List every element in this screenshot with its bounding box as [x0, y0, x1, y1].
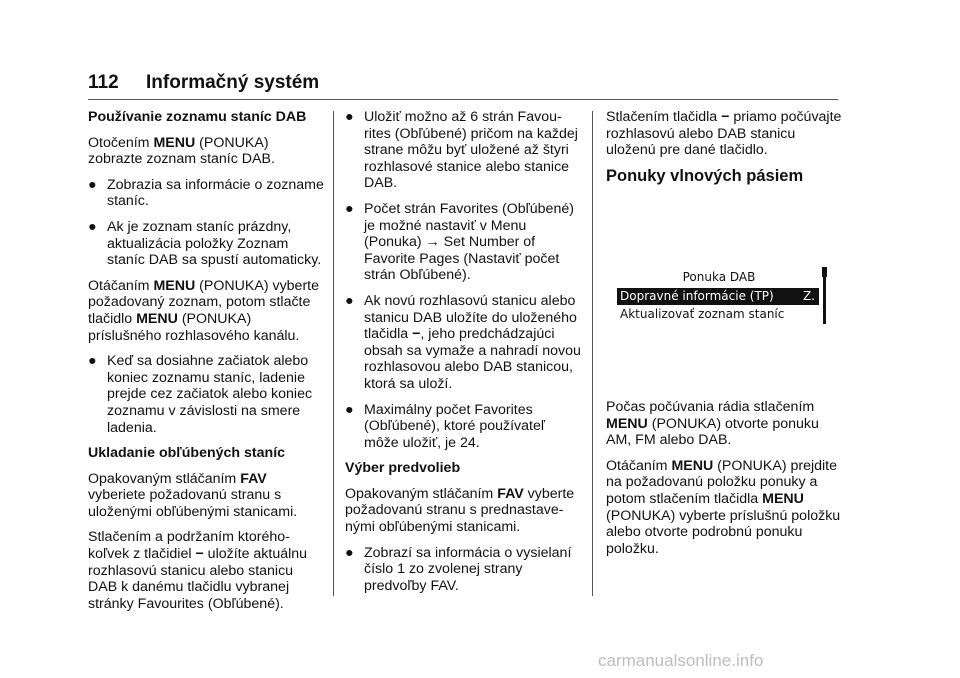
page-header	[88, 72, 838, 102]
bullet-item: ● Zobrazí sa informácia o vysielaní číslo 1 zo zvolenej strany predvoľby FAV.	[345, 544, 572, 594]
paragraph: Otočením MENU (PONUKA) zobrazte zoznam staníc DAB.	[88, 134, 275, 168]
display-selected-item: Dopravné informácie (TP)	[620, 289, 774, 303]
bullet-icon: ●	[345, 200, 354, 217]
section-title-band-menus: Ponuky vlnových pásiem	[606, 166, 804, 185]
column-1	[88, 109, 324, 621]
bullet-item: ● Maximálny počet Favorites (Obľúbené), ktoré používateľ môže uložiť, je 24.	[345, 401, 545, 451]
paragraph: Stlačením tlačidla − priamo počúvajte rozhlasovú alebo DAB stanicu uloženú pre dané tlačidlo.	[606, 109, 842, 159]
column-3	[606, 109, 842, 193]
display-selected-row	[617, 288, 819, 305]
bullet-item: ● Uložiť možno až 6 strán Favourites (Obľúbené) pričom na každej strane môžu byť uložené až štyri rozhlasové stanice alebo stanice DAB.	[345, 109, 578, 192]
bullet-item: ● Ak novú rozhlasovú stanicu alebo stanicu DAB uložíte do uloženého tlačidla −, jeho predchádzajúci obsah sa vymaže a nahradí novou rozhlasovou alebo DAB stanicou, ktorá sa uloží.	[345, 292, 581, 392]
section-heading-dab-list: Používanie zoznamu staníc DAB	[88, 109, 307, 125]
bullet-icon: ●	[345, 109, 354, 125]
column-divider-2	[592, 111, 593, 596]
bullet-item: ● Počet strán Favorites (Obľúbené) je možné nastaviť v Menu (Ponuka) → Set Number of Favorite Pages (Nastaviť počet strán Obľúbené).	[345, 200, 574, 284]
display-title: Ponuka DAB	[682, 270, 756, 284]
display-scrollbar-thumb	[822, 267, 827, 277]
page-title: Informačný systém	[146, 72, 320, 93]
page-number: 112	[88, 72, 119, 93]
paragraph: Otáčaním MENU (PONUKA) vyberte požadovaný zoznam, potom stlačte tlačidlo MENU (PONUKA) príslušného rozhlasového kanálu.	[88, 277, 320, 344]
paragraph: Stlačením a podržaním ktoréhokoľvek z tlačidiel − uložíte aktuálnu rozhlasovú stanicu alebo stanicu DAB k danému tlačidlu vybranej stránky Favourites (Obľúbené).	[88, 529, 308, 612]
bullet-item: ● Keď sa dosiahne začiatok alebo koniec zoznamu staníc, ladenie prejde cez začiatok alebo koniec zoznamu v závislosti na smere ladenia.	[88, 353, 313, 436]
section-heading-presets: Výber predvolieb	[345, 460, 461, 477]
section-heading-favourites: Ukladanie obľúbených staníc	[88, 445, 286, 462]
header-rule	[88, 99, 838, 100]
bullet-icon: ●	[88, 353, 97, 370]
paragraph: Počas počúvania rádia stlačením MENU (PONUKA) otvorte ponuku AM, FM alebo DAB.	[606, 399, 819, 449]
paragraph: Opakovaným stláčaním FAV vyberte požadovanú stranu s prednastavenými obľúbenými stanicami.	[345, 485, 575, 536]
display-scrollbar	[823, 269, 826, 324]
bullet-icon: ●	[345, 292, 354, 309]
bullet-icon: ●	[345, 401, 354, 418]
watermark: carmanualsonline.info	[598, 651, 764, 670]
display-selected-value: Z.	[802, 289, 815, 303]
bullet-icon: ●	[345, 544, 354, 561]
bullet-icon: ●	[88, 176, 97, 193]
display-item: Aktualizovať zoznam staníc	[620, 307, 785, 321]
bullet-item: ● Ak je zoznam staníc prázdny, aktualizácia položky Zoznam staníc DAB sa spustí automaticky.	[88, 218, 322, 269]
column-3-lower	[606, 399, 842, 566]
paragraph: Otáčaním MENU (PONUKA) prejdite na požadovanú položku ponuky a potom stlačením tlačidla MENU (PONUKA) vyberte príslušnú položku alebo otvorte podrobnú ponuku položku.	[606, 457, 841, 557]
bullet-icon: ●	[88, 218, 97, 235]
dab-menu-display	[617, 267, 827, 325]
paragraph: Opakovaným stláčaním FAV vyberiete požadovanú stranu s uloženými obľúbenými stanicami.	[88, 470, 298, 520]
column-divider-1	[333, 111, 334, 596]
bullet-item: ● Zobrazia sa informácie o zozname staníc.	[88, 176, 324, 210]
column-2	[345, 109, 583, 603]
